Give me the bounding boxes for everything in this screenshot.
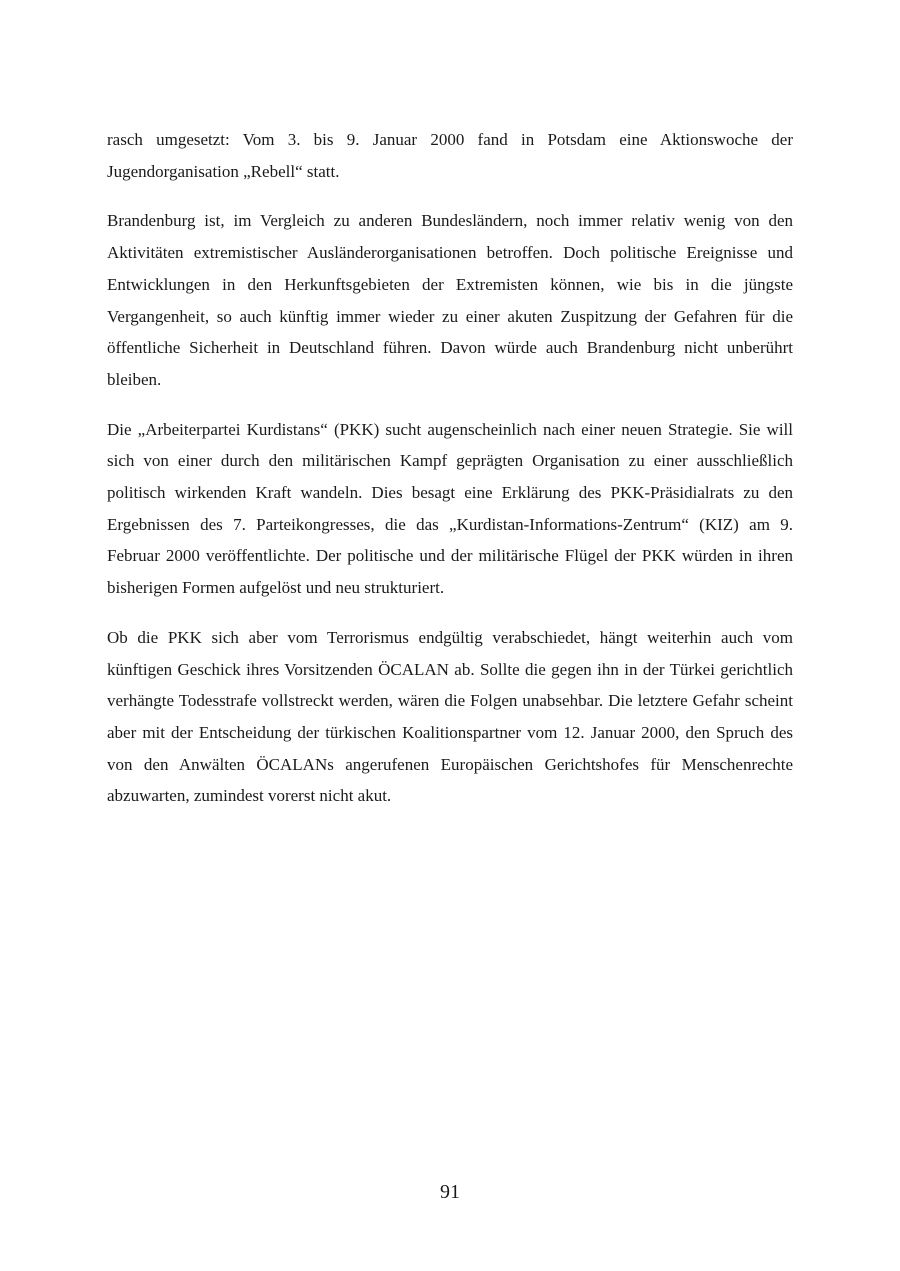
body-text bbox=[107, 124, 793, 830]
paragraph-ocalan: Ob die PKK sich aber vom Terrorismus endgültig verabschiedet, hängt weiterhin auch vom künftigen Geschick ihres Vorsitzenden ÖCALAN ab. Sollte die gegen ihn in der Türkei gerichtlich verhängte Todesstrafe vollstreckt werden, wären die Folgen unabsehbar. Die letztere Gefahr scheint aber mit der Entscheidung der türkischen Koalitionspartner vom 12. Januar 2000, den Spruch des von den Anwälten ÖCALANs angerufenen Europäischen Gerichtshofes für Menschenrechte abzuwarten, zumindest vorerst nicht akut. bbox=[107, 627, 793, 806]
page-number: 91 bbox=[440, 1181, 460, 1203]
paragraph-brandenburg: Brandenburg ist, im Vergleich zu anderen Bundesländern, noch immer relativ wenig von den Aktivitäten extremistischer Ausländerorganisationen betroffen. Doch politische Ereignisse und Entwicklungen in den Herkunftsgebieten der Extremisten können, wie bis in die jüngste Vergangenheit, so auch künftig immer wieder zu einer akuten Zuspitzung der Gefahren für die öffentliche Sicherheit in Deutschland führen. Davon würde auch Brandenburg nicht unberührt bleiben. bbox=[107, 211, 793, 389]
paragraph-pkk-strategie: Die „Arbeiterpartei Kurdistans“ (PKK) sucht augenscheinlich nach einer neuen Strategie. Sie will sich von einer durch den militärischen Kampf geprägten Organisation zu einer ausschließlich politisch wirkenden Kraft wandeln. Dies besagt eine Erklärung des PKK-Präsidialrats zu den Ergebnissen des 7. Parteikongresses, die das „Kurdistan-Informations-Zentrum“ (KIZ) am 9. Februar 2000 veröffentlichte. Der politische und der militärische Flügel der PKK würden in ihren bisherigen Formen aufgelöst und neu strukturiert. bbox=[107, 419, 793, 598]
paragraph-aktionswoche: rasch umgesetzt: Vom 3. bis 9. Januar 2000 fand in Potsdam eine Aktionswoche der Jugendorganisation „Rebell“ statt. bbox=[107, 130, 793, 181]
